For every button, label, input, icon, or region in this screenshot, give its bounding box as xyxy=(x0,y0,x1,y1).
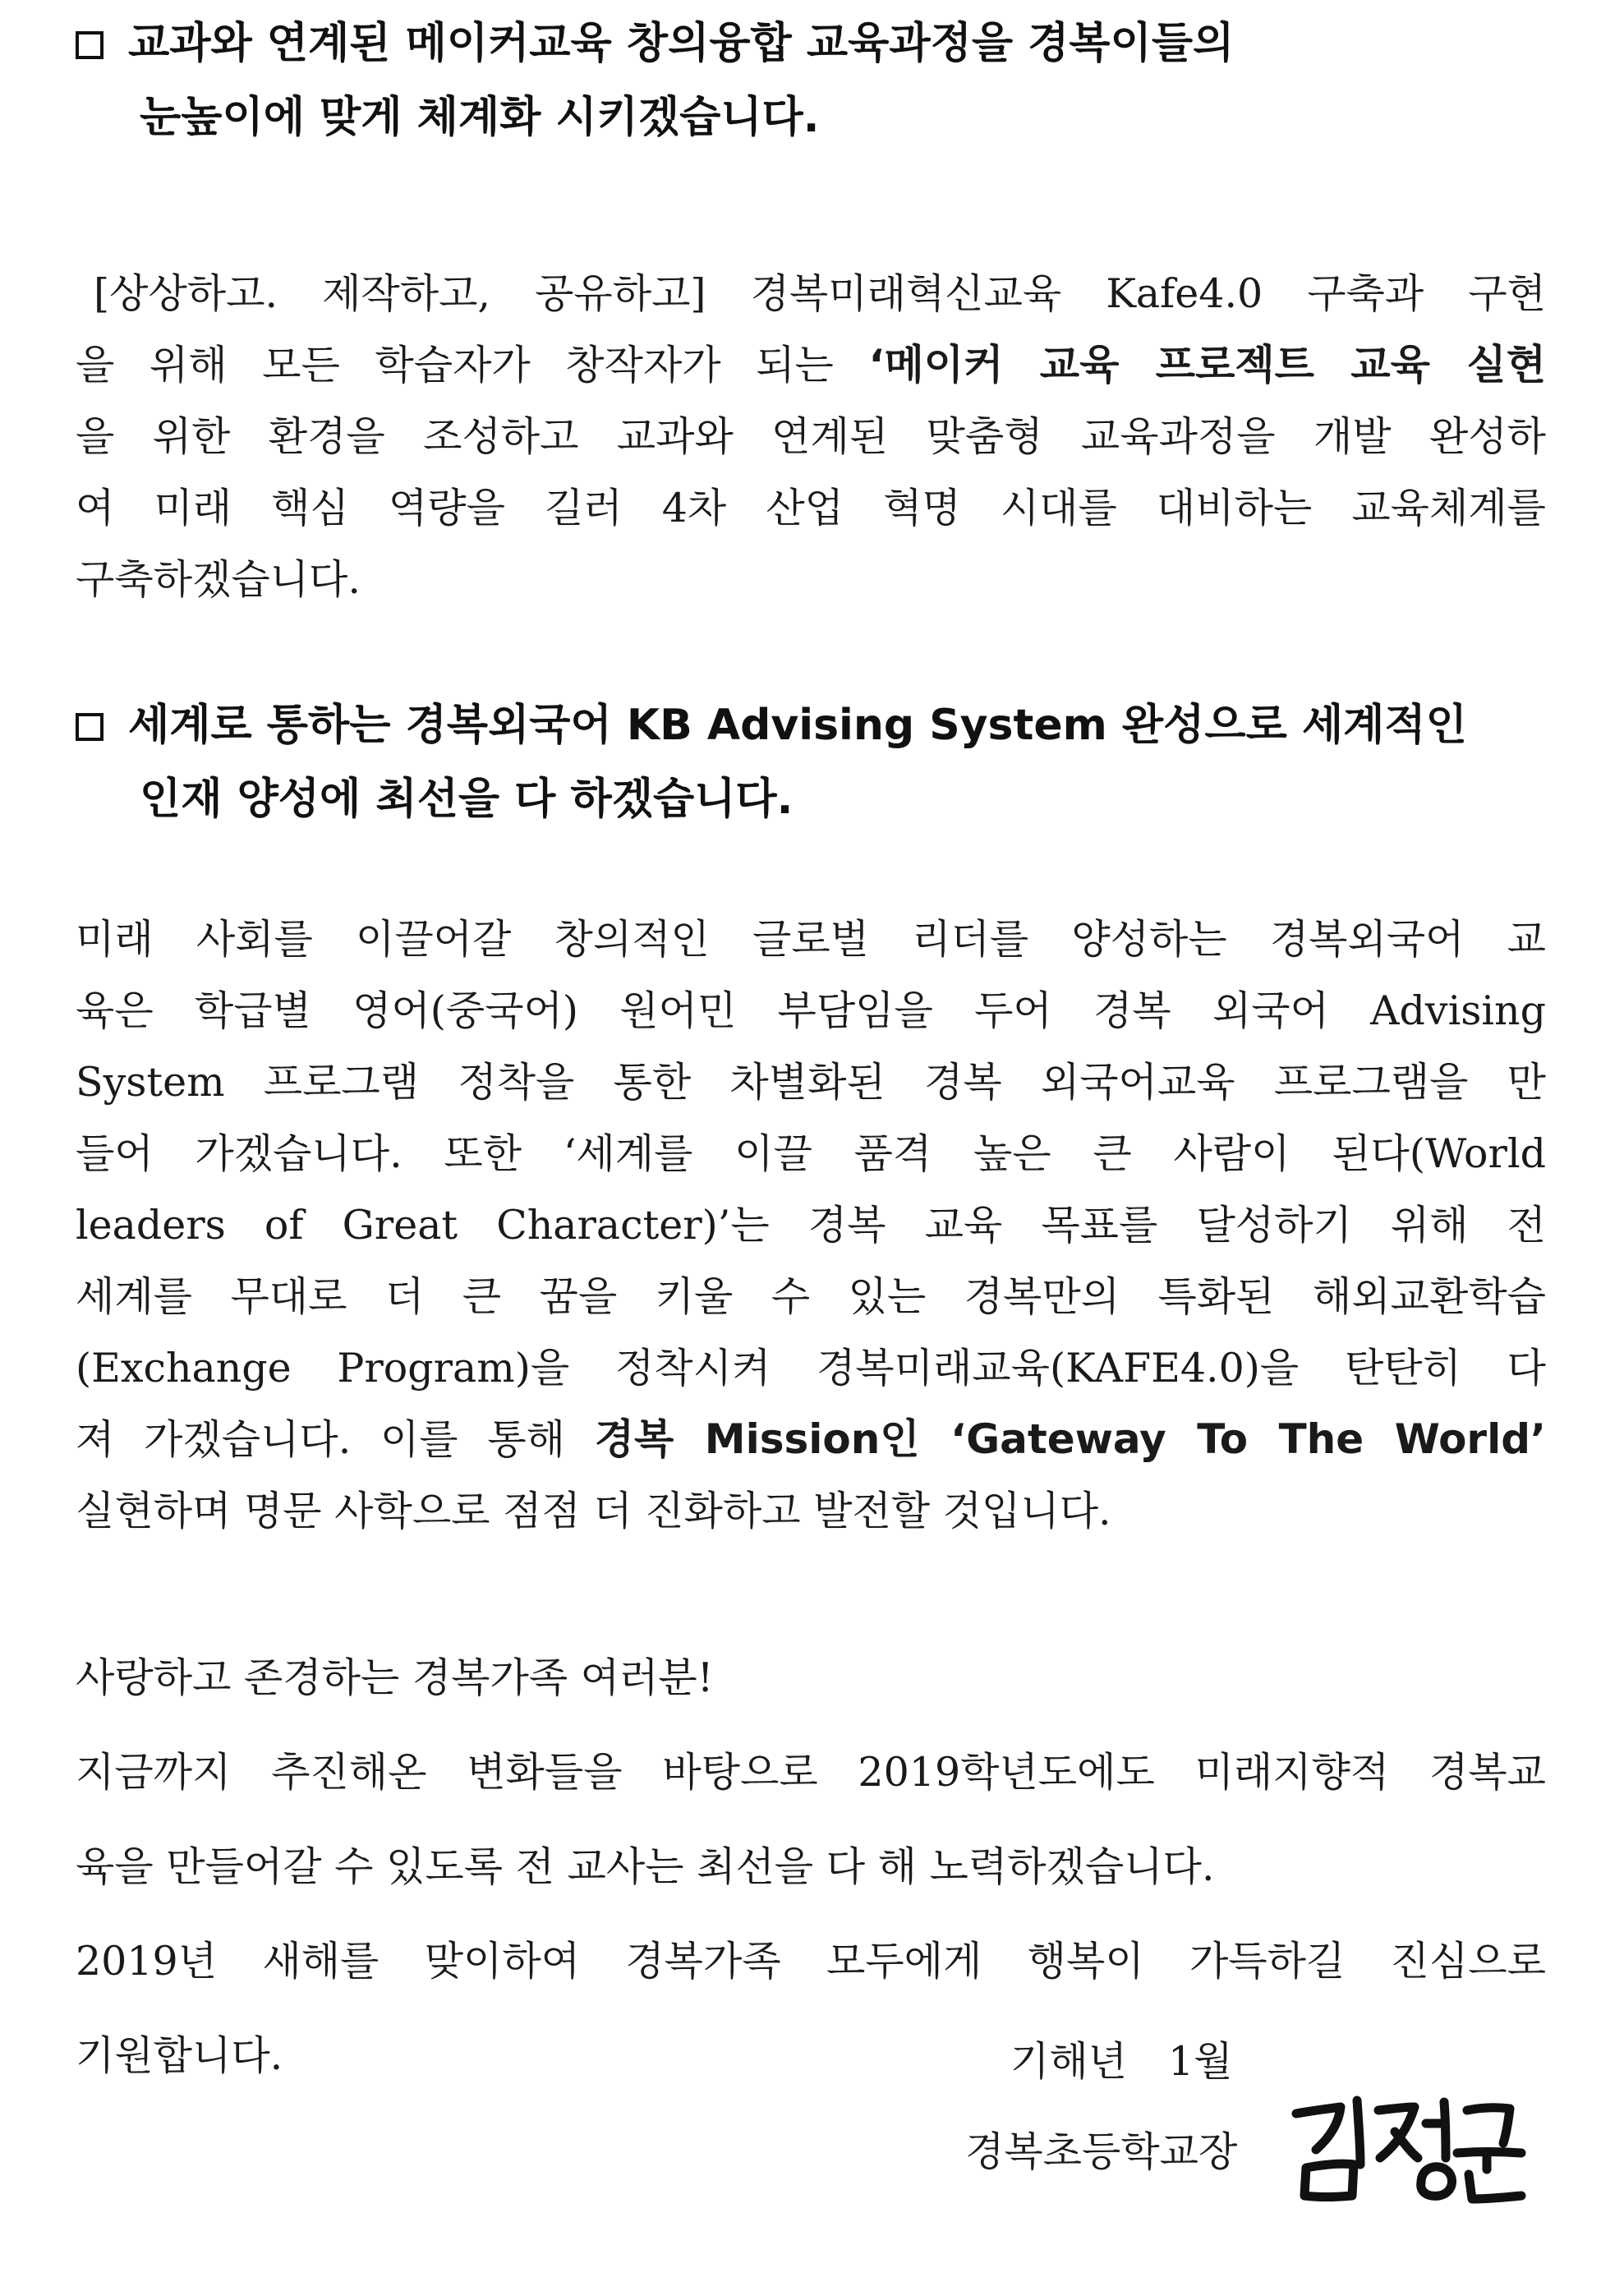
paragraph-line: 들어 가겠습니다. 또한 ‘세계를 이끌 품격 높은 큰 사람이 된다(World xyxy=(76,1130,1546,1177)
paragraph-line: leaders of Great Character)’는 경복 교육 목표를 달성하기 위해 전 xyxy=(76,1202,1546,1249)
paragraph-line: 져 가겠습니다. 이를 통해 경복 Mission인 ‘Gateway To The World’ xyxy=(76,1415,1547,1463)
section1-heading xyxy=(76,7,1554,154)
paragraph-line: 육을 만들어갈 수 있도록 전 교사는 최선을 다 해 노력하겠습니다. xyxy=(76,1843,1215,1890)
section2-heading xyxy=(76,688,1554,836)
paragraph-line: 미래 사회를 이끌어갈 창의적인 글로벌 리더를 양성하는 경복외국어 교 xyxy=(76,916,1546,963)
checkbox-icon xyxy=(76,713,104,741)
checkbox-icon xyxy=(76,31,104,59)
paragraph-line: 을 위한 환경을 조성하고 교과와 연계된 맞춤형 교육과정을 개발 완성하 xyxy=(76,413,1546,460)
section2-paragraph xyxy=(76,904,1546,1547)
paragraph-line: 지금까지 추진해온 변화들을 바탕으로 2019학년도에도 미래지향적 경복교 xyxy=(76,1749,1546,1796)
section1-heading-line1: 교과와 연계된 메이커교육 창의융합 교육과정을 경복이들의 xyxy=(76,7,1554,81)
section2-heading-line2: 인재 양성에 최선을 다 하겠습니다. xyxy=(140,775,794,824)
paragraph-line: 2019년 새해를 맞이하여 경복가족 모두에게 행복이 가득하길 진심으로 xyxy=(76,1938,1546,1985)
date-month: 1월 xyxy=(1168,2038,1233,2085)
closing-paragraph xyxy=(76,1631,1546,2103)
date-year: 기해년 xyxy=(1010,2038,1128,2085)
letter-date xyxy=(1010,2033,1233,2091)
section2-heading-line1: 세계로 통하는 경복외국어 KB Advising System 완성으로 세계적인 xyxy=(76,688,1554,762)
paragraph-line: System 프로그램 정착을 통한 차별화된 경복 외국어교육 프로그램을 만 xyxy=(76,1059,1546,1106)
section1-heading-line2: 눈높이에 맞게 체계화 시키겠습니다. xyxy=(140,93,820,142)
emphasis-text: ‘메이커 교육 프로젝트 교육 실현 xyxy=(868,341,1546,389)
paragraph-line: 기원합니다. xyxy=(76,2032,283,2079)
paragraph-line: 구축하겠습니다. xyxy=(76,556,361,603)
paragraph-line: 세계를 무대로 더 큰 꿈을 키울 수 있는 경복만의 특화된 해외교환학습 xyxy=(76,1273,1546,1320)
section1-paragraph xyxy=(76,258,1546,615)
handwritten-signature xyxy=(1281,2082,1528,2206)
paragraph-line: [상상하고. 제작하고, 공유하고] 경복미래혁신교육 Kafe4.0 구축과 구현 xyxy=(94,270,1546,317)
greeting-line: 사랑하고 존경하는 경복가족 여러분! xyxy=(76,1654,714,1701)
paragraph-line: 을 위해 모든 학습자가 창작자가 되는 ‘메이커 교육 프로젝트 교육 실현 xyxy=(76,341,1546,389)
paragraph-line: 여 미래 핵심 역량을 길러 4차 산업 혁명 시대를 대비하는 교육체계를 xyxy=(76,485,1546,531)
signer-title: 경복초등학교장 xyxy=(965,2128,1238,2175)
emphasis-text: 경복 Mission인 ‘Gateway To The World’ xyxy=(594,1415,1547,1463)
paragraph-line: 육은 학급별 영어(중국어) 원어민 부담임을 두어 경복 외국어 Advising xyxy=(76,987,1546,1034)
paragraph-line: (Exchange Program)을 정착시켜 경복미래교육(KAFE4.0)을 탄탄히 다 xyxy=(76,1345,1546,1392)
paragraph-line: 실현하며 명문 사학으로 점점 더 진화하고 발전할 것입니다. xyxy=(76,1488,1111,1534)
